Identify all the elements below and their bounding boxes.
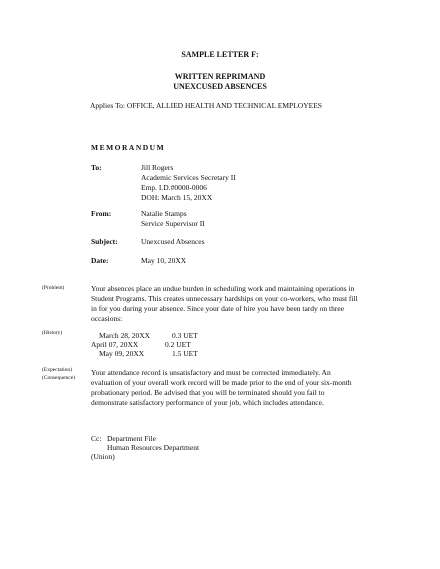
history-date-3: May 09, 20XX [99, 349, 145, 358]
expectation-line-2: evaluation of your overall work record will be made prior to the end of your six-month [91, 378, 352, 387]
reprimand-title: WRITTEN REPRIMAND [174, 72, 266, 81]
subject-value: Unexcused Absences [141, 237, 205, 246]
date-value: May 10, 20XX [141, 256, 187, 265]
to-title: Academic Services Secretary II [141, 173, 236, 182]
memo-title: MEMORANDUM [91, 143, 166, 152]
date-label: Date: [91, 256, 109, 265]
to-emp-id: Emp. I.D.#0000-0006 [141, 183, 207, 192]
to-name: Jill Rogers [141, 163, 174, 172]
expectation-line-1: Your attendance record is unsatisfactory and must be corrected immediately. An [91, 368, 331, 377]
history-amount-3: 1.5 UET [172, 349, 198, 358]
applies-to: Applies To: OFFICE, ALLIED HEALTH AND TECHNICAL EMPLOYEES [90, 101, 322, 110]
from-label: From: [91, 209, 112, 218]
consequence-tag: (Consequence) [42, 375, 75, 381]
expectation-tag: (Expectation) [42, 367, 72, 373]
problem-line-1: Your absences place an undue burden in scheduling work and maintaining operations in [91, 284, 355, 293]
expectation-line-3: probationary period. Be advised that you will be terminated should you fail to [91, 388, 325, 397]
expectation-line-4: demonstrate satisfactory performance of your job, which includes attendance. [91, 398, 324, 407]
history-amount-2: 0.2 UET [165, 340, 191, 349]
history-date-2: April 07, 20XX [91, 340, 139, 349]
history-date-1: March 28, 20XX [99, 331, 151, 340]
subject-label: Subject: [91, 237, 118, 246]
history-tag: (History) [42, 330, 63, 336]
letter-heading: SAMPLE LETTER F: [181, 50, 259, 59]
cc-department-file: Department File [107, 434, 156, 443]
from-name: Natalie Stamps [141, 209, 187, 218]
reprimand-subtitle: UNEXCUSED ABSENCES [173, 82, 267, 91]
history-amount-1: 0.3 UET [172, 331, 198, 340]
problem-line-4: occasions: [91, 314, 123, 323]
cc-hr-department: Human Resources Department [107, 443, 200, 452]
from-title: Service Supervisor II [141, 219, 205, 228]
problem-tag: (Problem) [42, 285, 65, 291]
to-label: To: [91, 163, 102, 172]
problem-line-2: Student Programs. This creates unnecessary hardships on your co-workers, who must fill [91, 294, 358, 303]
cc-union: (Union) [91, 452, 115, 461]
to-doh: DOH: March 15, 20XX [141, 193, 213, 202]
problem-line-3: in for you during your absence. Since your date of hire you have been tardy on three [91, 304, 345, 313]
cc-label: Cc: [91, 434, 102, 443]
